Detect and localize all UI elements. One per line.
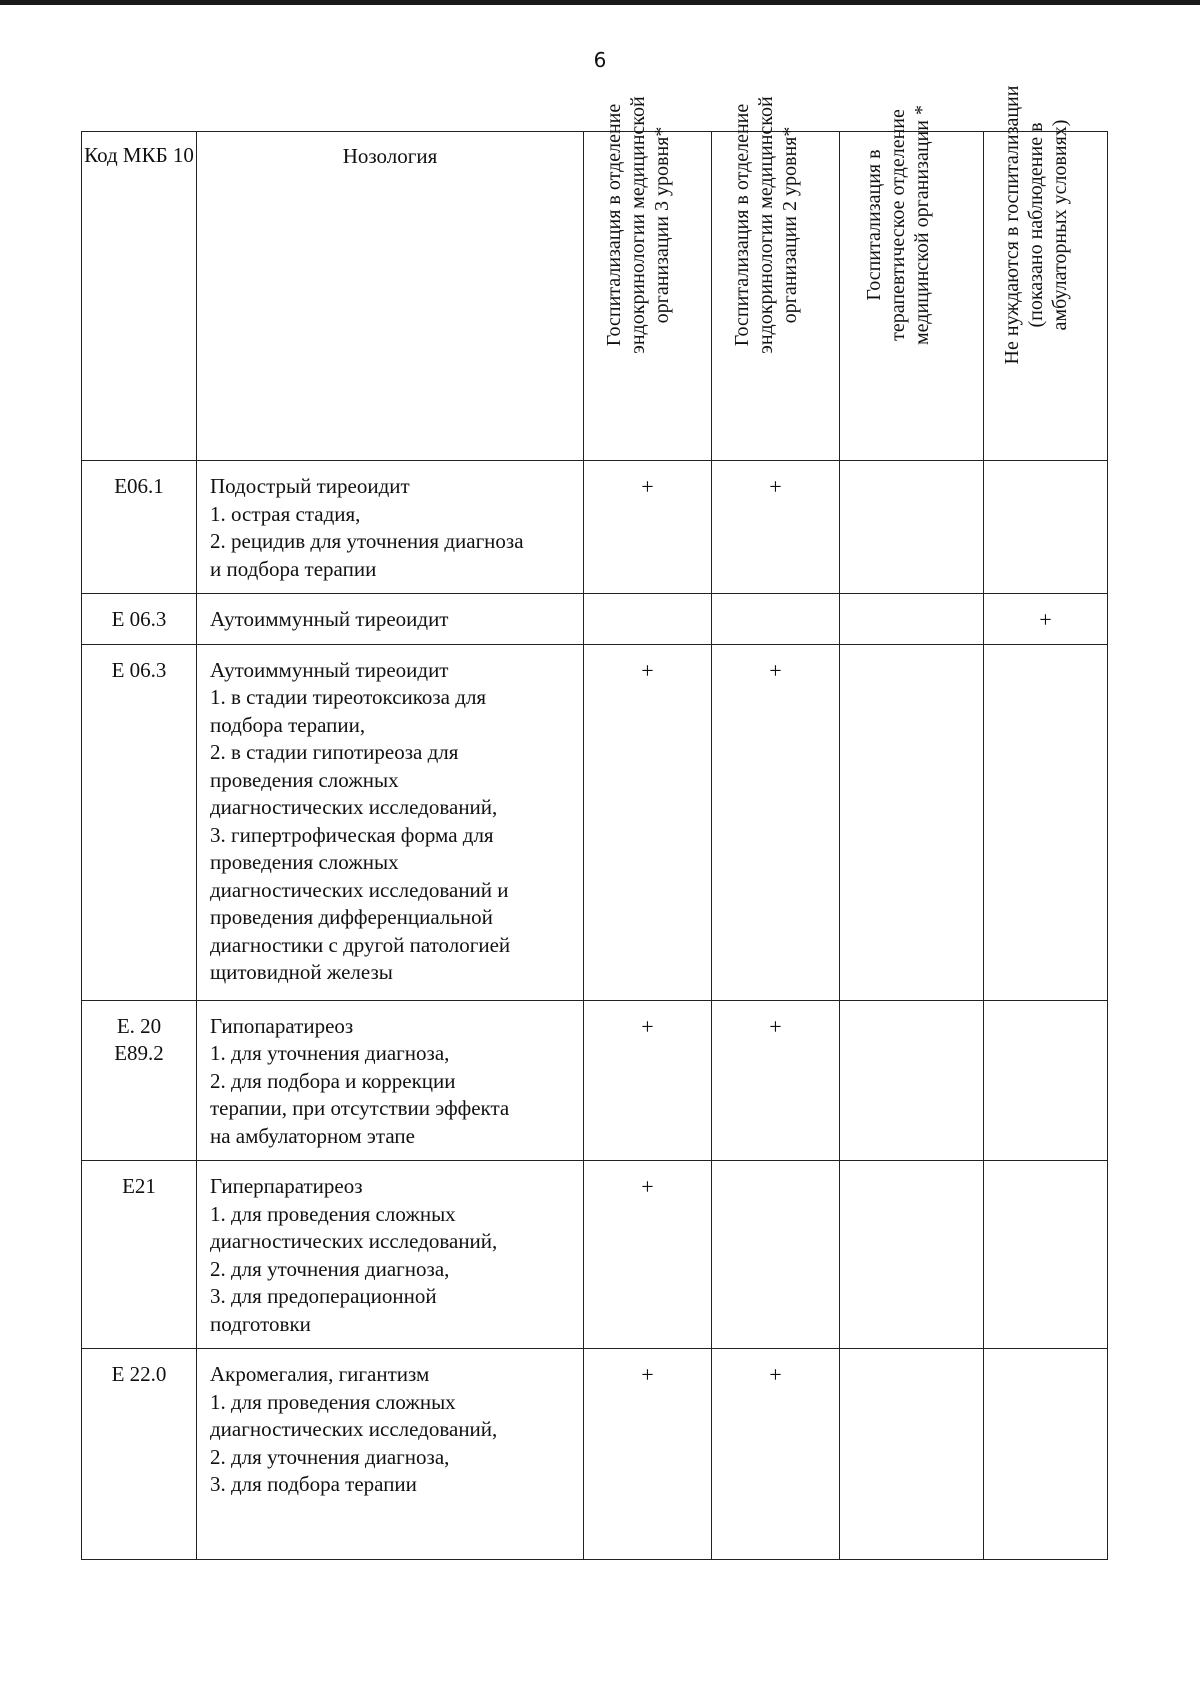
nosology-item: диагностических исследований, — [210, 1417, 498, 1441]
header-col-therapeutic — [840, 105, 984, 461]
page-number: 6 — [593, 48, 607, 72]
icd-code-cell — [82, 594, 197, 645]
hospitalization-mark-cell: + — [584, 1000, 712, 1161]
icd-code-cell — [82, 1161, 197, 1349]
nosology-item: подготовки — [210, 1311, 311, 1336]
table-row — [82, 1161, 1108, 1349]
hospitalization-mark-cell — [984, 461, 1108, 594]
icd-code: Е 06.3 — [111, 607, 167, 631]
nosology-item: 2. в стадии гипотиреоза для — [210, 740, 459, 764]
hospitalization-mark-cell: + — [584, 1161, 712, 1349]
table-row — [82, 461, 1108, 594]
nosology-title: Аутоиммунный тиреоидит — [210, 657, 449, 682]
nosology-item: диагностических исследований, — [210, 795, 498, 819]
nosology-item: терапии, при отсутствии эффекта — [210, 1096, 510, 1120]
icd-code-cell — [82, 461, 197, 594]
nosology-title: Акромегалия, гигантизм — [210, 1362, 430, 1386]
nosology-cell — [197, 461, 584, 594]
header-outpatient-text: Не нуждаются в госпитализации (показано наблюдение в амбулаторных условиях) — [1000, 85, 1071, 365]
nosology-item: 3. для предоперационной — [210, 1284, 437, 1308]
nosology-item: диагностики с другой патологией — [210, 932, 511, 957]
nosology-item: на амбулаторном этапе — [210, 1123, 415, 1148]
hospitalization-mark-cell — [984, 1161, 1108, 1349]
nosology-item: 3. для подбора терапии — [210, 1472, 417, 1496]
nosology-cell — [197, 1161, 584, 1349]
icd-code-cell — [82, 644, 197, 1000]
hospitalization-mark-cell: + — [584, 1349, 712, 1560]
nosology-item: 2. для уточнения диагноза, — [210, 1256, 450, 1281]
hospitalization-mark-cell — [584, 594, 712, 645]
table-row — [82, 1349, 1108, 1560]
table-header-row — [82, 132, 1108, 461]
nosology-cell — [197, 1000, 584, 1161]
nosology-item: проведения дифференциальной — [210, 905, 493, 929]
nosology-item: щитовидной железы — [210, 960, 393, 984]
hospitalization-mark-cell — [712, 594, 840, 645]
nosology-cell — [197, 644, 584, 1000]
top-border-line — [0, 0, 1200, 5]
hospitalization-mark-cell — [840, 1161, 984, 1349]
nosology-item: 1. для проведения сложных — [210, 1201, 456, 1226]
icd-code: Е06.1 — [114, 474, 164, 498]
hospitalization-mark-cell — [840, 461, 984, 594]
nosology-item: 1. для уточнения диагноза, — [210, 1041, 450, 1065]
hospitalization-mark-cell — [712, 1161, 840, 1349]
table-row — [82, 594, 1108, 645]
hospitalization-mark-cell — [840, 1349, 984, 1560]
nosology-item: 2. рецидив для уточнения диагноза — [210, 529, 524, 553]
header-code: Код МКБ 10 — [82, 132, 197, 461]
nosology-cell — [197, 1349, 584, 1560]
nosology-cell — [197, 594, 584, 645]
nosology-item: 3. гипертрофическая форма для — [210, 822, 494, 847]
header-col-level2 — [712, 96, 840, 461]
nosology-item: подбора терапии, — [210, 712, 366, 737]
hospitalization-mark-cell: + — [584, 644, 712, 1000]
hospitalization-mark-cell: + — [712, 644, 840, 1000]
nosology-item: диагностических исследований и — [210, 877, 509, 902]
nosology-title: Гипопаратиреоз — [210, 1013, 354, 1038]
nosology-item: 1. в стадии тиреотоксикоза для — [210, 685, 487, 709]
nosology-title: Подострый тиреоидит — [210, 474, 410, 498]
nosology-item: и подбора терапии — [210, 556, 377, 581]
table-body — [82, 461, 1108, 1560]
nosology-item: 2. для уточнения диагноза, — [210, 1444, 450, 1469]
nosology-item: проведения сложных — [210, 850, 399, 874]
nosology-title: Гиперпаратиреоз — [210, 1174, 363, 1198]
icd-code: Е 22.0 — [111, 1362, 167, 1386]
header-level3-text: Госпитализация в отделение эндокринологии медицинской организации 3 уровня* — [602, 96, 673, 354]
icd-code-cell — [82, 1000, 197, 1161]
hospitalization-mark-cell — [984, 644, 1108, 1000]
hospitalization-mark-cell: + — [984, 594, 1108, 645]
hospitalization-mark-cell — [840, 1000, 984, 1161]
header-nosology: Нозология — [197, 132, 584, 461]
nosology-item: проведения сложных — [210, 767, 399, 792]
hospitalization-mark-cell: + — [712, 1349, 840, 1560]
header-col-level3 — [584, 96, 712, 461]
nosology-item: 1. острая стадия, — [210, 501, 361, 526]
icd-code: Е. 20 — [116, 1013, 162, 1038]
icd-code-cell — [82, 1349, 197, 1560]
icd-code: Е89.2 — [114, 1040, 164, 1065]
hospitalization-mark-cell — [840, 644, 984, 1000]
hospitalization-mark-cell — [984, 1000, 1108, 1161]
table-row — [82, 1000, 1108, 1161]
header-col-outpatient — [984, 85, 1108, 461]
icd-code: Е 06.3 — [111, 657, 167, 682]
hospitalization-mark-cell — [840, 594, 984, 645]
nosology-item: диагностических исследований, — [210, 1229, 498, 1253]
table-row — [82, 644, 1108, 1000]
hospitalization-mark-cell: + — [584, 461, 712, 594]
hospitalization-mark-cell: + — [712, 1000, 840, 1161]
nosology-item: 2. для подбора и коррекции — [210, 1068, 456, 1093]
header-level2-text: Госпитализация в отделение эндокринологии медицинской организации 2 уровня* — [730, 96, 801, 354]
header-therapeutic-text: Госпитализация в терапевтическое отделение медицинской организации * — [862, 105, 933, 345]
icd-code: Е21 — [122, 1174, 156, 1198]
hospitalization-mark-cell: + — [712, 461, 840, 594]
nosology-item: 1. для проведения сложных — [210, 1389, 456, 1414]
hospitalization-mark-cell — [984, 1349, 1108, 1560]
nosology-title: Аутоиммунный тиреоидит — [210, 607, 449, 631]
hospitalization-table — [81, 85, 1108, 1560]
